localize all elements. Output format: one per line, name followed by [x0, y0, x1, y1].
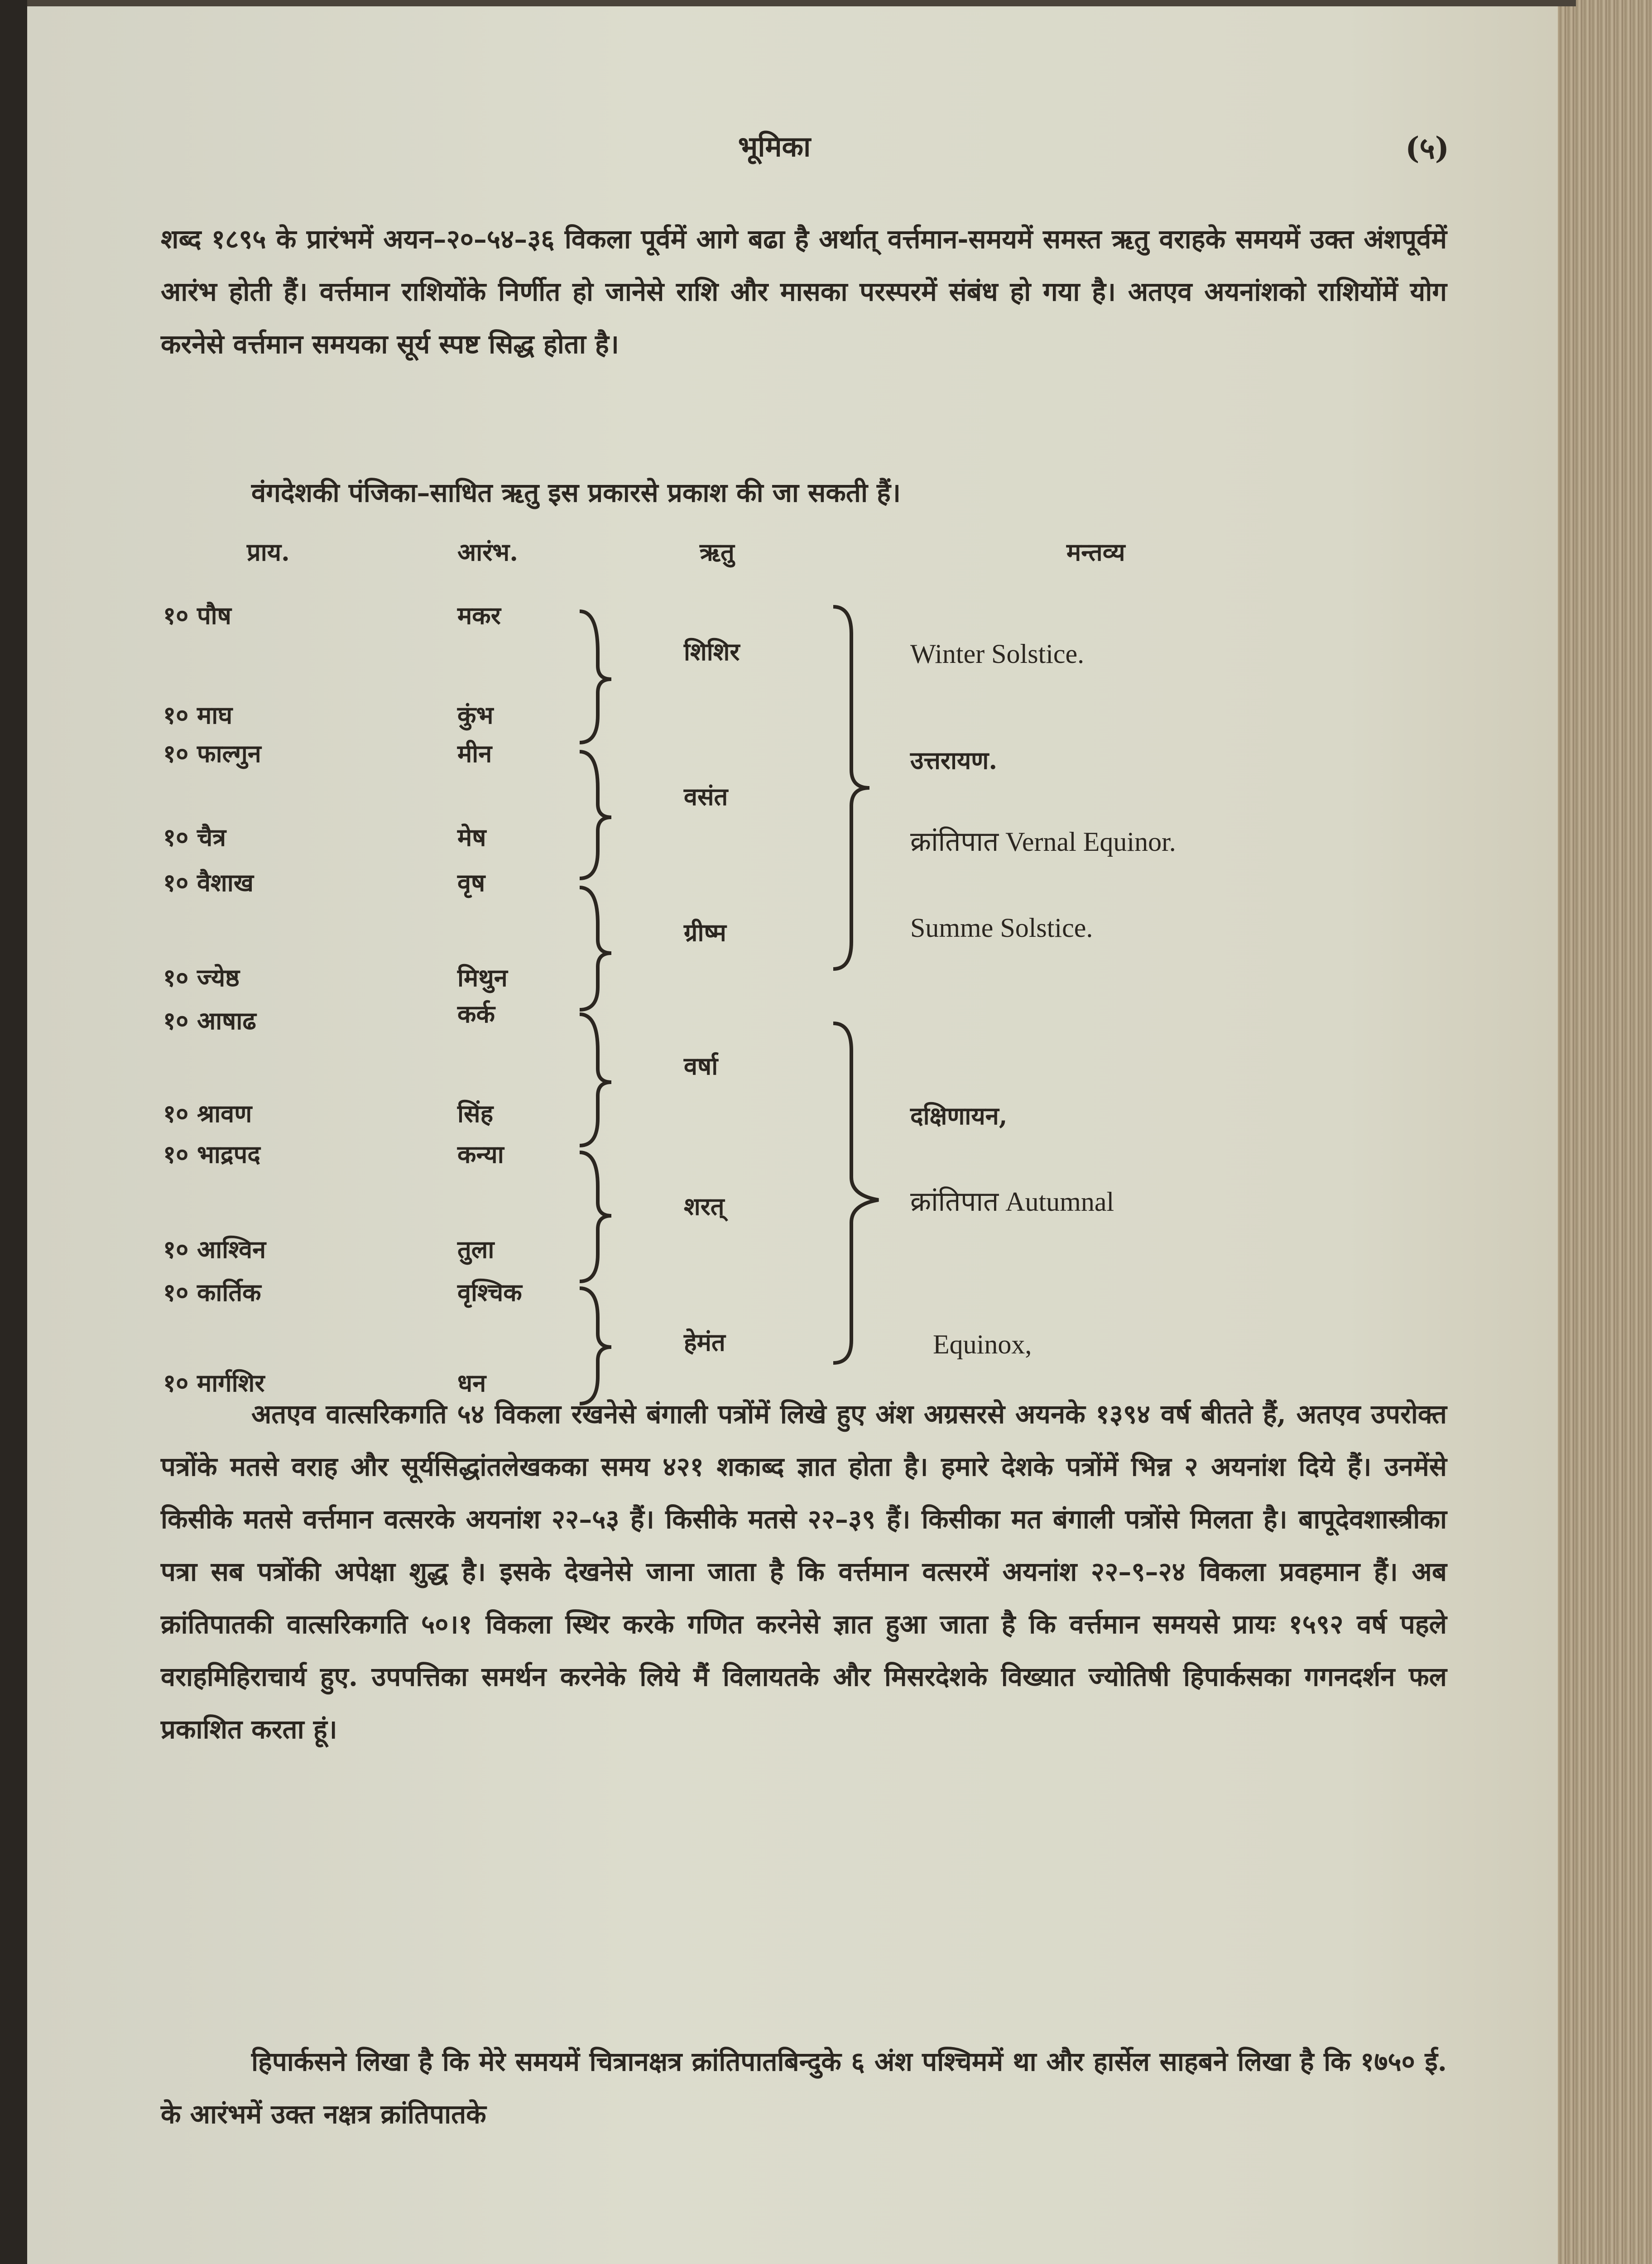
paragraph-3: हिपार्कसने लिखा है कि मेरे समयमें चित्रानक्षत्र क्रांतिपातबिन्दुके ६ अंश पश्चिममें था और हार्सेल साहबने लिखा है कि १७५० ई. के आरंभमें उक्त नक्षत्र क्रांतिपातके [161, 2046, 1447, 2130]
paragraph-1: शब्द १८९५ के प्रारंभमें अयन–२०–५४–३६ विकला पूर्वमें आगे बढा है अर्थात् वर्त्तमान-समयमें समस्त ऋतु वराहके समयमें उक्त अंशपूर्वमें आरंभ होती हैं। वर्त्तमान राशियोंके निर्णीत हो जानेसे राशि और मासका परस्परमें संबंध हो गया है। अतएव अयनांशको राशियोंमें योग करनेसे वर्त्तमान समयका सूर्य स्पष्ट सिद्ध होता है। [161, 224, 1447, 360]
rashi-cell: वृश्चिक [457, 1278, 522, 1307]
month-row: १० पौष [163, 601, 231, 630]
remark-equinox: Equinox, [933, 1329, 1032, 1359]
bracket-lower [833, 1023, 879, 1363]
brace-shishir [580, 611, 611, 743]
month-row: १० ज्येष्ठ [163, 963, 240, 992]
page-number: (५) [1405, 130, 1449, 166]
rashi-cell: मीन [457, 739, 492, 768]
season-braces [571, 598, 625, 1413]
bracket-upper [833, 607, 869, 969]
brace-hemant [580, 1288, 611, 1404]
rashi-cell: तुला [457, 1235, 495, 1264]
page-edges [1558, 0, 1652, 2264]
season-vasant: वसंत [684, 782, 728, 811]
season-grishma: ग्रीष्म [684, 918, 726, 947]
table-header-mantavya: मन्तव्य [1066, 537, 1125, 566]
rashi-cell: सिंह [457, 1099, 494, 1128]
month-row: १० आषाढ [163, 1006, 256, 1035]
brace-varsha [580, 1014, 611, 1146]
table-header-prayah: प्राय. [247, 537, 290, 566]
brace-vasant [580, 752, 611, 878]
season-sharat: शरत् [684, 1192, 725, 1221]
month-row: १० कार्तिक [163, 1278, 261, 1307]
top-border [27, 0, 1576, 6]
month-row: १० माघ [163, 700, 233, 729]
month-row: १० श्रावण [163, 1099, 252, 1128]
table-header-arambh: आरंभ. [457, 537, 519, 566]
rashi-cell: कुंभ [457, 700, 494, 729]
month-row: १० मार्गशिर [163, 1368, 265, 1397]
month-row: १० फाल्गुन [163, 739, 261, 768]
remark-vernal-equinox: क्रांतिपात Vernal Equinor. [910, 827, 1176, 857]
rashi-cell: मिथुन [457, 963, 508, 992]
rashi-cell: वृष [457, 868, 485, 897]
season-hemant: हेमंत [684, 1328, 725, 1357]
month-row: १० आश्विन [163, 1235, 266, 1264]
brace-sharat [580, 1152, 611, 1281]
rashi-cell: मकर [457, 601, 501, 630]
remark-uttarayan: उत्तरायण. [910, 746, 998, 775]
remark-autumnal: क्रांतिपात Autumnal [910, 1187, 1114, 1217]
remark-brackets [824, 598, 897, 1367]
page-title: भूमिका [738, 130, 811, 163]
remark-dakshinayan: दक्षिणायन, [910, 1101, 1008, 1130]
rashi-cell: मेष [457, 823, 486, 852]
table-intro: वंगदेशकी पंजिका–साधित ऋतु इस प्रकारसे प्रकाश की जा सकती हैं। [251, 477, 901, 508]
month-row: १० भाद्रपद [163, 1140, 260, 1169]
month-row: १० चैत्र [163, 823, 226, 852]
rashi-cell: कन्या [457, 1140, 504, 1169]
remark-summer-solstice: Summe Solstice. [910, 913, 1093, 943]
table-header-ritu: ऋतु [700, 537, 735, 566]
brace-grishma [580, 887, 611, 1010]
season-shishir: शिशिर [684, 637, 740, 666]
month-row: १० वैशाख [163, 868, 254, 897]
rashi-cell: धन [457, 1368, 486, 1397]
rashi-cell: कर्क [457, 999, 495, 1028]
season-varsha: वर्षा [684, 1051, 718, 1080]
paragraph-2: अतएव वात्सरिकगति ५४ विकला रखनेसे बंगाली पत्रोंमें लिखे हुए अंश अग्रसरसे अयनके १३९४ वर्ष बीतते हैं, अतएव उपरोक्त पत्रोंके मतसे वराह और सूर्यसिद्धांतलेखकका समय ४२१ शकाब्द ज्ञात होता है। हमारे देशके पत्रोंमें भिन्न २ अयनांश दिये हैं। उनमेंसे किसीके मतसे वर्त्तमान वत्सरके अयनांश २२–५३ हैं। किसीके मतसे २२–३९ हैं। किसीका मत बंगाली पत्रोंसे मिलता है। बापूदेवशास्त्रीका पत्रा सब पत्रोंकी अपेक्षा शुद्ध है। इसके देखनेसे जाना जाता है कि वर्त्तमान वत्सरमें अयनांश २२–९–२४ विकला प्रवहमान हैं। अब क्रांतिपातकी वात्सरिकगति ५०।१ विकला स्थिर करके गणित करनेसे ज्ञात हुआ जाता है कि वर्त्तमान समयसे प्रायः १५९२ वर्ष पहले वराहमिहिराचार्य हुए. उपपत्तिका समर्थन करनेके लिये मैं विलायतके और मिसरदेशके विख्यात ज्योतिषी हिपार्कसका गगनदर्शन फल प्रकाशित करता हूं। [161, 1399, 1447, 1745]
remark-winter-solstice: Winter Solstice. [910, 639, 1085, 669]
